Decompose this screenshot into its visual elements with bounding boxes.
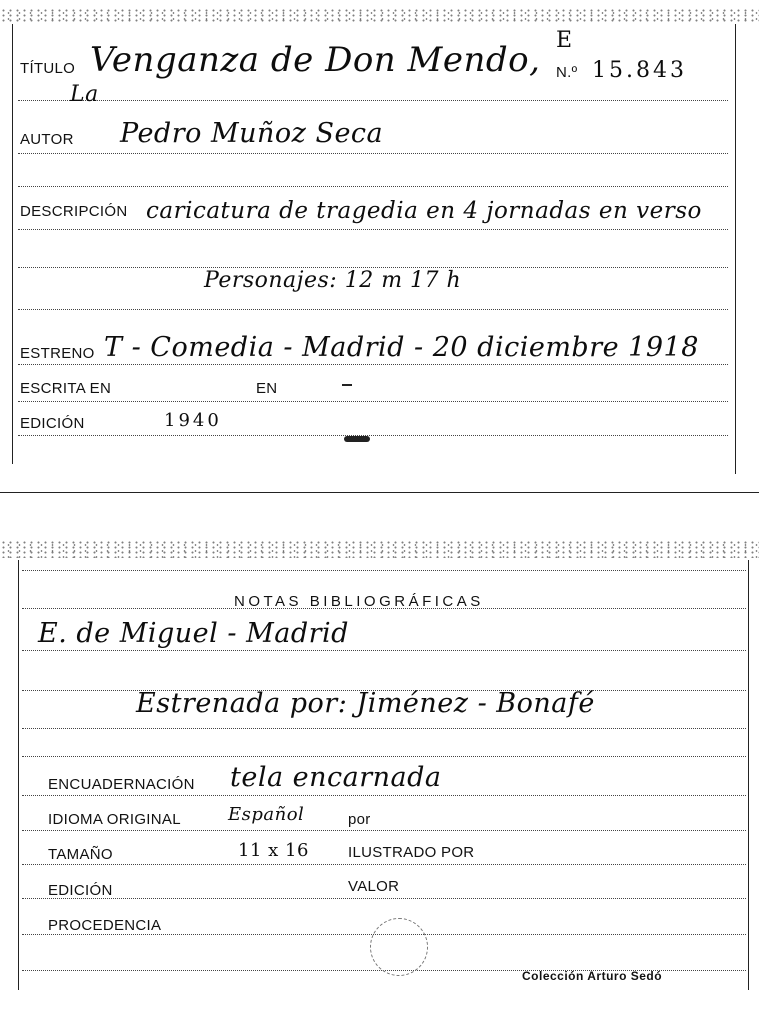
catalog-card-front [0, 0, 759, 492]
ruled-line [22, 570, 746, 571]
idioma-original-label: IDIOMA ORIGINAL [48, 811, 181, 828]
card-left-border [12, 24, 13, 464]
numero-label: N.º [556, 64, 578, 81]
ruled-line [18, 401, 728, 402]
ilustrado-por-label: ILUSTRADO POR [348, 844, 475, 861]
valor-label: VALOR [348, 878, 400, 895]
titulo-value: Venganza de Don Mendo, [90, 40, 541, 80]
ruled-line [18, 229, 728, 230]
procedencia-label: PROCEDENCIA [48, 917, 162, 934]
tamano-label: TAMAÑO [48, 846, 113, 863]
edicion-value: 1940 [164, 410, 222, 431]
card-separator [0, 492, 759, 493]
por-label: por [348, 811, 371, 828]
ruled-line [22, 898, 746, 899]
encuadernacion-label: ENCUADERNACIÓN [48, 776, 195, 793]
titulo-continuation: La [70, 82, 99, 107]
edicion-label: EDICIÓN [48, 882, 113, 899]
notas-heading: NOTAS BIBLIOGRÁFICAS [234, 593, 484, 610]
ruled-line [22, 795, 746, 796]
ruled-line [18, 364, 728, 365]
ink-smudge [344, 436, 370, 442]
card-right-border [748, 560, 749, 990]
note-premiere: Estrenada por: Jiménez - Bonafé [136, 688, 595, 719]
titulo-label: TÍTULO [20, 60, 76, 77]
card-top-edge [0, 540, 759, 558]
ruled-line [18, 100, 728, 101]
ruled-line [22, 728, 746, 729]
catalog-card-back [0, 540, 759, 1028]
estreno-label: ESTRENO [20, 345, 95, 362]
ruled-line [18, 186, 728, 187]
descripcion-continuation: Personajes: 12 m 17 h [204, 268, 462, 293]
ruled-line [18, 153, 728, 154]
idioma-original-value: Español [228, 804, 305, 825]
ruled-line [18, 309, 728, 310]
card-left-border [18, 560, 19, 990]
descripcion-value: caricatura de tragedia en 4 jornadas en verso [146, 198, 702, 224]
numero-value: 15.843 [592, 58, 687, 83]
escrita-en-label: ESCRITA EN [20, 380, 112, 397]
stamp-mark [370, 918, 428, 976]
card-right-border [735, 24, 736, 474]
ruled-line [22, 650, 746, 651]
card-top-edge [0, 8, 759, 24]
ruled-line [22, 756, 746, 757]
en-label: EN [256, 380, 278, 397]
note-publisher: E. de Miguel - Madrid [38, 618, 349, 649]
ruled-line [22, 830, 746, 831]
estreno-value: T - Comedia - Madrid - 20 diciembre 1918 [104, 332, 699, 363]
autor-label: AUTOR [20, 131, 74, 148]
tamano-value: 11 x 16 [238, 840, 309, 861]
letter-mark: E [556, 28, 573, 53]
encuadernacion-value: tela encarnada [230, 762, 442, 793]
autor-value: Pedro Muñoz Seca [120, 118, 384, 149]
ruled-line [22, 864, 746, 865]
ruled-line [18, 435, 728, 436]
descripcion-label: DESCRIPCIÓN [20, 203, 128, 220]
coleccion-footer: Colección Arturo Sedó [522, 969, 663, 983]
ruled-line [22, 608, 746, 609]
ink-mark [342, 384, 352, 386]
edicion-label: EDICIÓN [20, 415, 85, 432]
